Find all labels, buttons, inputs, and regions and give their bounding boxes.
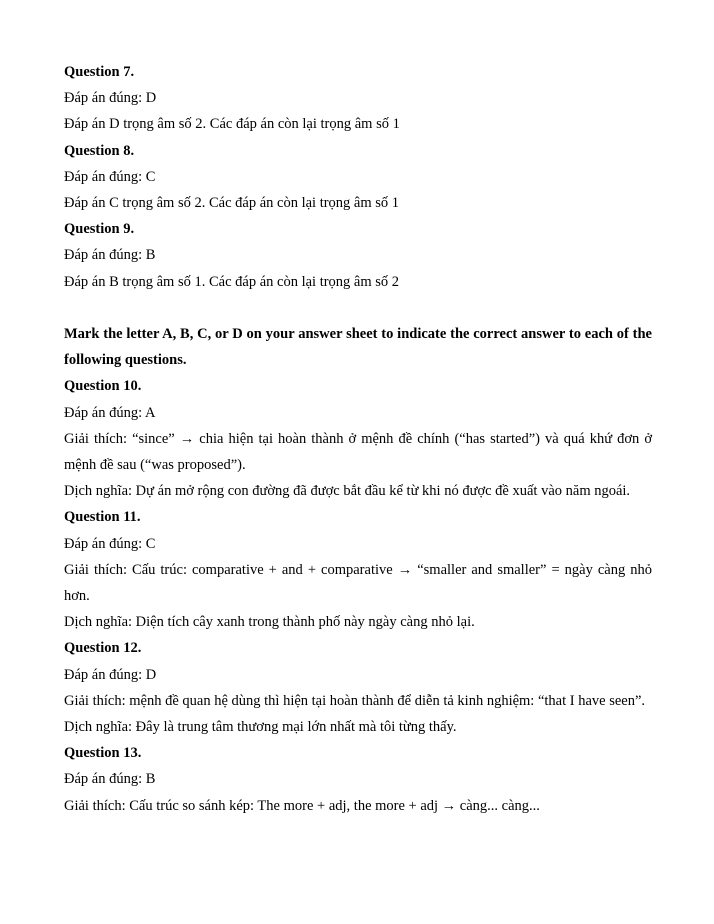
answer-line: Đáp án đúng: B bbox=[64, 771, 156, 788]
translation-line: Dịch nghĩa: Dự án mở rộng con đường đã được bắt đầu kể từ khi nó được đề xuất vào năm ngoái. bbox=[64, 483, 631, 500]
answer-line: Đáp án đúng: C bbox=[64, 168, 156, 185]
blank-line bbox=[64, 295, 652, 321]
section-instruction: Mark the letter A, B, C, or D on your answer sheet to indicate the correct answer to each of the following questions. bbox=[64, 326, 652, 369]
explanation-line: Đáp án C trọng âm số 2. Các đáp án còn lại trọng âm số 1 bbox=[64, 195, 400, 212]
explanation-line: Giải thích: Cấu trúc so sánh kép: The more + adj, the more + adj → càng... càng... bbox=[64, 797, 540, 814]
question-heading: Question 8. bbox=[64, 142, 135, 159]
question-heading: Question 7. bbox=[64, 64, 135, 80]
answer-line: Đáp án đúng: B bbox=[64, 247, 156, 264]
explanation-line: Giải thích: “since” → chia hiện tại hoàn thành ở mệnh đề chính (“has started”) và quá khứ đơn ở mệnh đề sau (“was proposed”). bbox=[64, 430, 652, 474]
answer-line: Đáp án đúng: C bbox=[64, 535, 156, 552]
question-heading: Question 13. bbox=[64, 745, 142, 762]
answer-line: Đáp án đúng: A bbox=[64, 404, 156, 421]
answer-line: Đáp án đúng: D bbox=[64, 666, 157, 683]
explanation-line: Giải thích: mệnh đề quan hệ dùng thì hiện tại hoàn thành để diễn tả kinh nghiệm: “that I have seen”. bbox=[64, 692, 646, 709]
question-heading: Question 9. bbox=[64, 221, 135, 238]
document-content bbox=[64, 59, 652, 819]
answer-line: Đáp án đúng: D bbox=[64, 90, 157, 107]
explanation-line: Đáp án D trọng âm số 2. Các đáp án còn lại trọng âm số 1 bbox=[64, 116, 400, 133]
explanation-line: Giải thích: Cấu trúc: comparative + and + comparative → “smaller and smaller” = ngày càng nhỏ hơn. bbox=[64, 561, 652, 605]
explanation-line: Đáp án B trọng âm số 1. Các đáp án còn lại trọng âm số 2 bbox=[64, 273, 400, 290]
question-heading: Question 12. bbox=[64, 640, 142, 657]
question-heading: Question 11. bbox=[64, 509, 141, 526]
translation-line: Dịch nghĩa: Đây là trung tâm thương mại lớn nhất mà tôi từng thấy. bbox=[64, 719, 457, 736]
question-heading: Question 10. bbox=[64, 378, 142, 395]
translation-line: Dịch nghĩa: Diện tích cây xanh trong thành phố này ngày càng nhỏ lại. bbox=[64, 614, 475, 631]
